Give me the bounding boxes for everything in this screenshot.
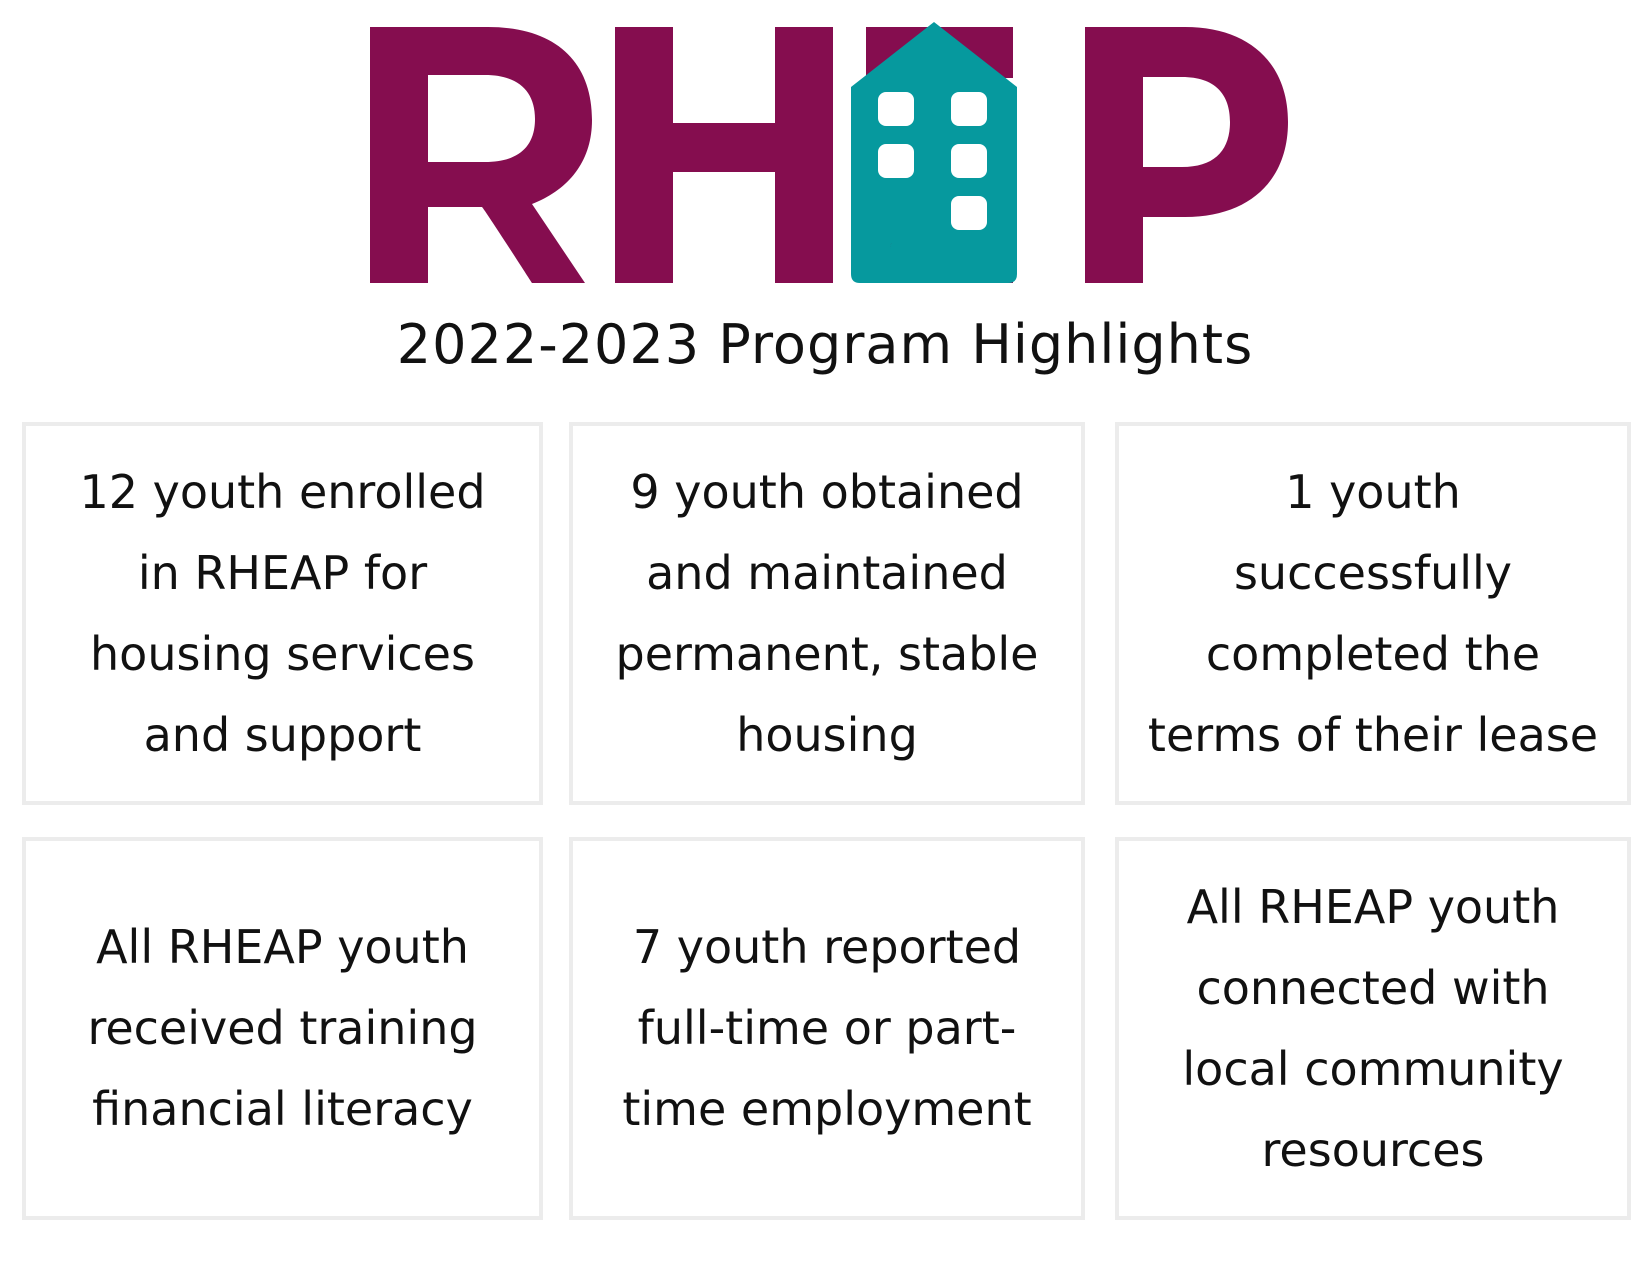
highlight-card-enrolled xyxy=(22,422,543,805)
highlight-card-financial-literacy xyxy=(22,837,543,1220)
highlight-card-employment xyxy=(569,837,1085,1220)
highlight-text: 9 youth obtained and maintained permanent, stable housing xyxy=(615,464,1039,762)
highlight-text: 7 youth reported full-time or part- time employment xyxy=(622,920,1032,1136)
highlight-text: 12 youth enrolled in RHEAP for housing services and support xyxy=(79,464,486,762)
highlight-card-lease xyxy=(1115,422,1631,805)
highlight-text: All RHEAP youth received training financial literacy xyxy=(87,920,478,1136)
highlight-card-housing xyxy=(569,422,1085,805)
highlight-text: 1 youth successfully completed the terms of their lease xyxy=(1147,464,1599,762)
highlight-card-community xyxy=(1115,837,1631,1220)
highlight-text: All RHEAP youth connected with local community resources xyxy=(1182,879,1564,1177)
page-subtitle: 2022-2023 Program Highlights xyxy=(396,313,1254,376)
